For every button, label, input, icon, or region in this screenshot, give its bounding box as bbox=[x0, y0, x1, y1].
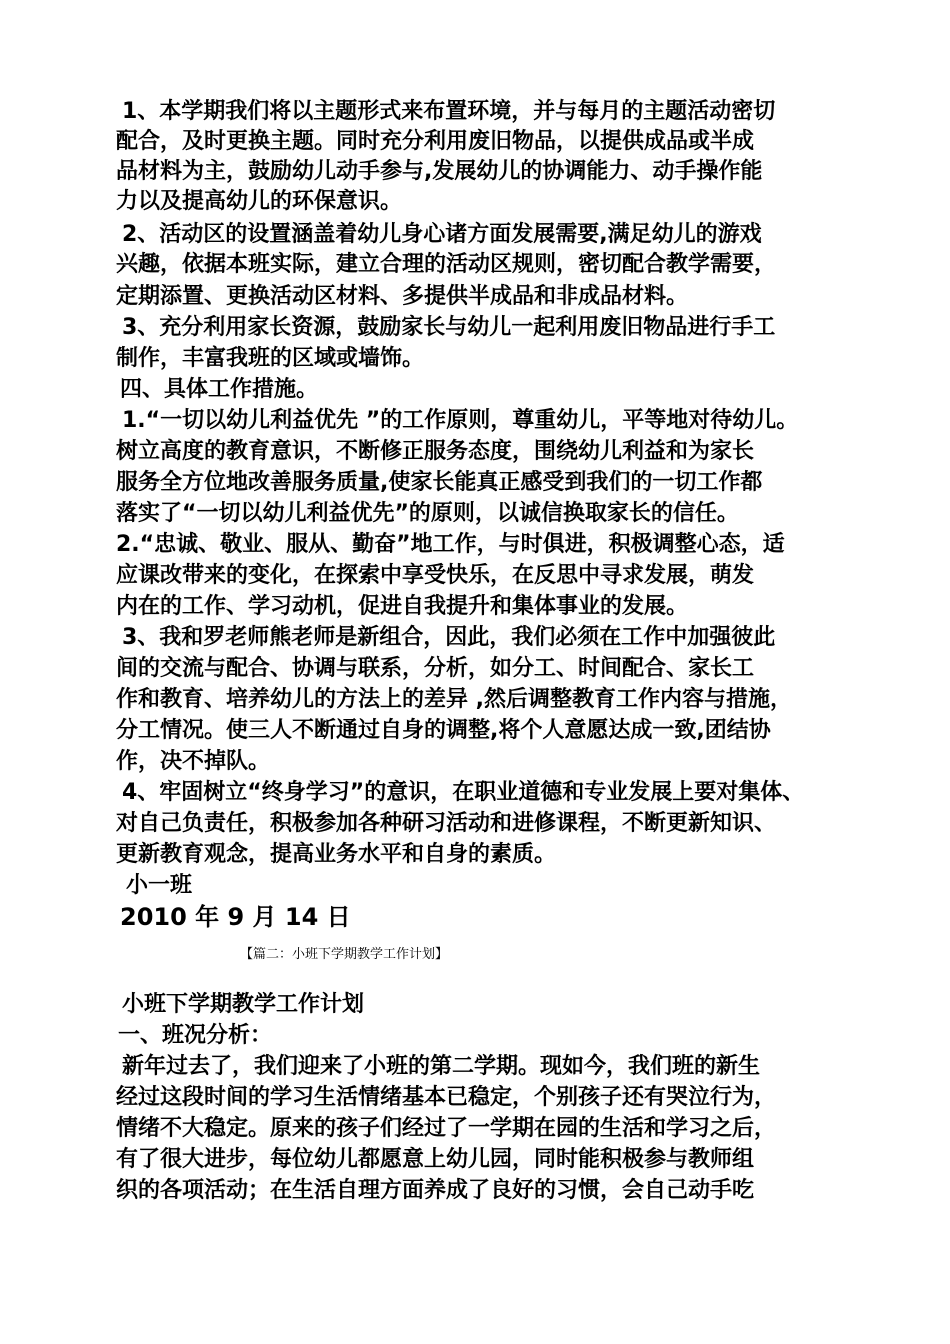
section-heading: 四、具体工作措施。 bbox=[120, 377, 319, 402]
document-title: 小班下学期教学工作计划 bbox=[122, 992, 365, 1017]
text-line: 品材料为主，鼓励幼儿动手参与,发展幼儿的协调能力、动手操作能 bbox=[116, 159, 763, 184]
text-line: 3、充分利用家长资源，鼓励家长与幼儿一起利用废旧物品进行手工 bbox=[122, 315, 776, 340]
text-line: 内在的工作、学习动机，促进自我提升和集体事业的发展。 bbox=[116, 594, 689, 619]
text-line: 制作，丰富我班的区域或墙饰。 bbox=[116, 346, 425, 371]
text-line: 作和教育、培养幼儿的方法上的差异 ,然后调整教育工作内容与措施， bbox=[116, 687, 793, 712]
section-heading: 一、班况分析： bbox=[118, 1023, 273, 1048]
text-line: 落实了“一切以幼儿利益优先”的原则，以诚信换取家长的信任。 bbox=[116, 501, 739, 526]
text-line: 1、本学期我们将以主题形式来布置环境，并与每月的主题活动密切 bbox=[122, 99, 776, 124]
signature-class: 小一班 bbox=[126, 873, 193, 898]
text-line: 间的交流与配合、协调与联系，分析，如分工、时间配合、家长工 bbox=[116, 656, 755, 681]
text-line: 有了很大进步，每位幼儿都愿意上幼儿园，同时能积极参与教师组 bbox=[116, 1147, 755, 1172]
text-line: 兴趣，依据本班实际，建立合理的活动区规则，密切配合教学需要， bbox=[116, 252, 777, 277]
text-line: 对自己负责任，积极参加各种研习活动和进修课程，不断更新知识、 bbox=[116, 811, 777, 836]
text-line: 3、我和罗老师熊老师是新组合，因此，我们必须在工作中加强彼此 bbox=[122, 625, 776, 650]
text-line: 1.“一切以幼儿利益优先 ”的工作原则，尊重幼儿，平等地对待幼儿。 bbox=[122, 408, 799, 433]
section-caption: 【篇二：小班下学期教学工作计划】 bbox=[240, 947, 449, 962]
text-line: 分工情况。使三人不断通过自身的调整,将个人意愿达成一致,团结协 bbox=[116, 718, 771, 743]
text-line: 2.“忠诚、敬业、服从、勤奋”地工作，与时俱进，积极调整心态，适 bbox=[116, 532, 785, 557]
text-line: 应课改带来的变化，在探索中享受快乐，在反思中寻求发展，萌发 bbox=[116, 563, 755, 588]
text-line: 新年过去了，我们迎来了小班的第二学期。现如今，我们班的新生 bbox=[122, 1054, 761, 1079]
text-line: 配合，及时更换主题。同时充分利用废旧物品，以提供成品或半成 bbox=[116, 129, 755, 154]
text-line: 更新教育观念，提高业务水平和自身的素质。 bbox=[116, 842, 557, 867]
signature-date: 2010 年 9 月 14 日 bbox=[120, 903, 351, 931]
text-line: 定期添置、更换活动区材料、多提供半成品和非成品材料。 bbox=[116, 284, 689, 309]
text-line: 织的各项活动；在生活自理方面养成了良好的习惯，会自己动手吃 bbox=[116, 1178, 755, 1203]
text-line: 经过这段时间的学习生活情绪基本已稳定，个别孩子还有哭泣行为， bbox=[116, 1085, 777, 1110]
text-line: 情绪不大稳定。原来的孩子们经过了一学期在园的生活和学习之后， bbox=[116, 1116, 777, 1141]
text-line: 2、活动区的设置涵盖着幼儿身心诸方面发展需要,满足幼儿的游戏 bbox=[122, 222, 762, 247]
text-line: 4、牢固树立“终身学习”的意识，在职业道德和专业发展上要对集体、 bbox=[122, 780, 805, 805]
text-line: 树立高度的教育意识，不断修正服务态度，围绕幼儿利益和为家长 bbox=[116, 439, 755, 464]
text-line: 力以及提高幼儿的环保意识。 bbox=[116, 189, 403, 214]
text-line: 服务全方位地改善服务质量,使家长能真正感受到我们的一切工作都 bbox=[116, 470, 763, 495]
text-line: 作，决不掉队。 bbox=[116, 749, 271, 774]
